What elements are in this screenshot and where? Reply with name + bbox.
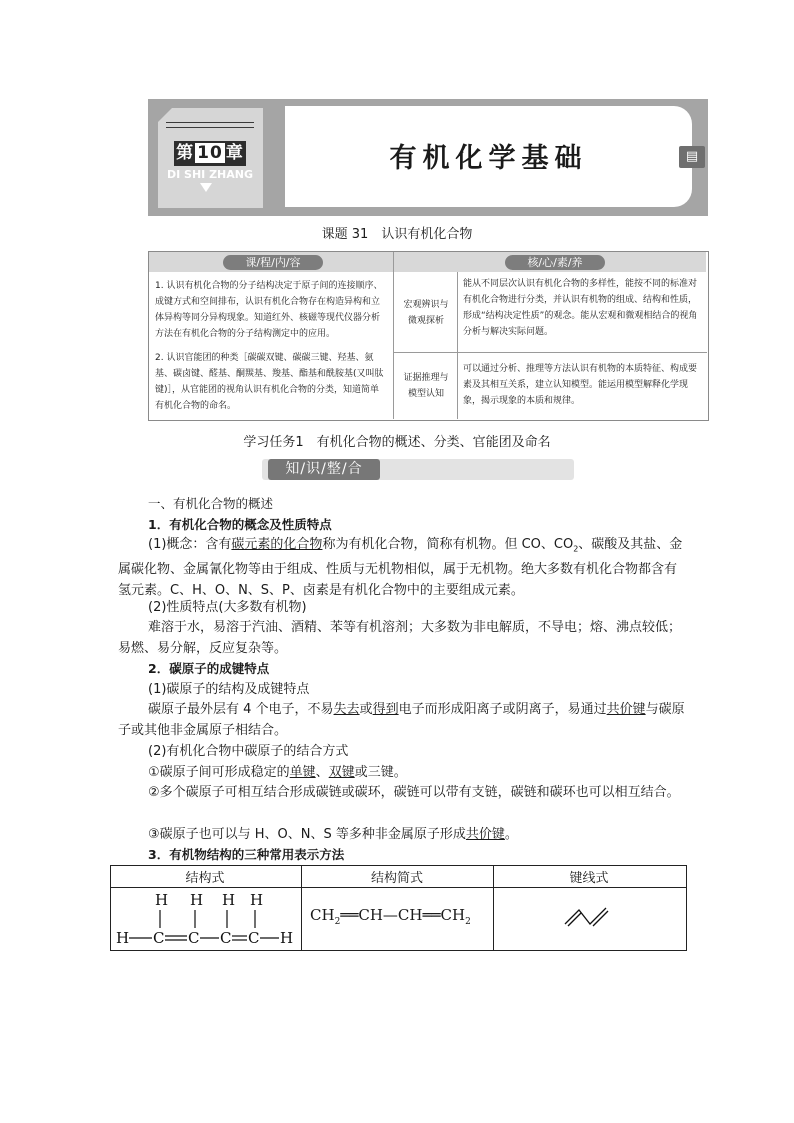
atom-label: C [188, 929, 200, 947]
subheading: 1．有机化合物的概念及性质特点 [148, 517, 332, 532]
paragraph: 难溶于水，易溶于汽油、酒精、苯等有机溶剂；大多数为非电解质，不导电；熔、沸点较低；易燃、易分解，反应复杂等。 [118, 620, 682, 656]
table-header: 键线式 [569, 871, 609, 886]
lesson-title: 课题 31 认识有机化合物 [321, 227, 473, 242]
badge-fold-corner [158, 108, 172, 122]
literacy-name: 证据推理与 模型认知 [403, 373, 449, 399]
literacy-desc: 可以通过分析、推理等方法认识有机物的本质特征、构成要素及其相互关系，建立认知模型。能运用模型解释化学现象，揭示现象的本质和规律。 [463, 364, 698, 406]
subheading: 2．碳原子的成键特点 [148, 661, 270, 676]
section-label: 知/识/整/合 [268, 459, 380, 480]
atom-label: C [153, 929, 165, 947]
curriculum-item: 2. 认识官能团的种类［碳碳双键、碳碳三键、羟基、氨基、碳卤键、醛基、酮羰基、羧基、酯基和酰胺基(又叫肽键)］，从官能团的视角认识有机化合物的分类，知道简单有机化合物的命名。 [155, 353, 384, 411]
heading: 一、有机化合物的概述 [148, 496, 274, 511]
chapter-pinyin: DI SHI ZHANG [166, 168, 254, 181]
atom-label: H [250, 891, 264, 909]
task-title: 学习任务1 有机化合物的概述、分类、官能团及命名 [243, 435, 551, 450]
structural-formula [112, 888, 298, 948]
paragraph: 碳原子最外层有 4 个电子，不易失去或得到电子而形成阳离子或阴离子，易通过共价键与碳原子或其他非金属原子相结合。 [118, 702, 685, 738]
core-literacy-header: 核/心/素/养 [505, 255, 605, 270]
down-triangle-icon [200, 183, 212, 192]
chapter-number-badge: 第 10 章 [174, 141, 246, 166]
curriculum-content-header: 课/程/内/容 [223, 255, 323, 270]
atom-label: H [222, 891, 236, 909]
literacy-name: 宏观辨识与 微观探析 [403, 300, 449, 326]
atom-label: H [280, 929, 294, 947]
paragraph: (2)有机化合物中碳原子的结合方式 [148, 744, 349, 759]
table-header: 结构式 [185, 871, 225, 886]
paragraph: (2)性质特点(大多数有机物) [148, 600, 307, 615]
badge-divider [166, 127, 254, 128]
table-divider [394, 352, 707, 353]
table-header: 结构简式 [370, 871, 423, 886]
book-search-icon: ▤ [679, 146, 705, 168]
skeletal-formula [562, 905, 612, 927]
atom-label: H [190, 891, 204, 909]
atom-label: H [116, 929, 130, 947]
curriculum-item: 1. 认识有机化合物的分子结构决定于原子间的连接顺序、成键方式和空间排布，认识有机化合物存在构造异构和立体异构等同分异构现象。知道红外、核磁等现代仪器分析方法在有机化合物的分子结构测定中的应用。 [155, 281, 383, 339]
table-divider [457, 272, 458, 419]
subheading: 3．有机物结构的三种常用表示方法 [148, 847, 345, 862]
atom-label: C [220, 929, 232, 947]
paragraph: ③碳原子也可以与 H、O、N、S 等多种非金属原子形成共价键。 [148, 827, 518, 842]
chapter-title: 有机化学基础 [389, 143, 588, 174]
atom-label: H [155, 891, 169, 909]
atom-label: C [248, 929, 260, 947]
literacy-desc: 能从不同层次认识有机化合物的多样性，能按不同的标准对有机化合物进行分类，并认识有机物的组成、结构和性质，形成“结构决定性质”的观念。能从宏观和微观相结合的视角分析与解决实际问题。 [463, 279, 698, 337]
paragraph: ②多个碳原子可相互结合形成碳链或碳环，碳链可以带有支链，碳链和碳环也可以相互结合。 [148, 785, 680, 800]
paragraph: (1)概念：含有碳元素的化合物称为有机化合物，简称有机物。但 CO、$CO_2$、碳酸及其盐、金属碳化物、金属氰化物等由于组成、性质与无机物相似，属于无机物。绝大多数有机化合物都含有氢元素。C、H、O、N、S、P、卤素是有机化合物中的主要组成元素。 [118, 537, 683, 598]
paragraph: ①碳原子间可形成稳定的单键、双键或三键。 [148, 765, 407, 780]
table-divider [393, 252, 394, 419]
paragraph: (1)碳原子的结构及成键特点 [148, 682, 310, 697]
badge-divider [166, 122, 254, 123]
condensed-formula: $CH_2══CH—CH══CH_2$ [310, 906, 471, 927]
